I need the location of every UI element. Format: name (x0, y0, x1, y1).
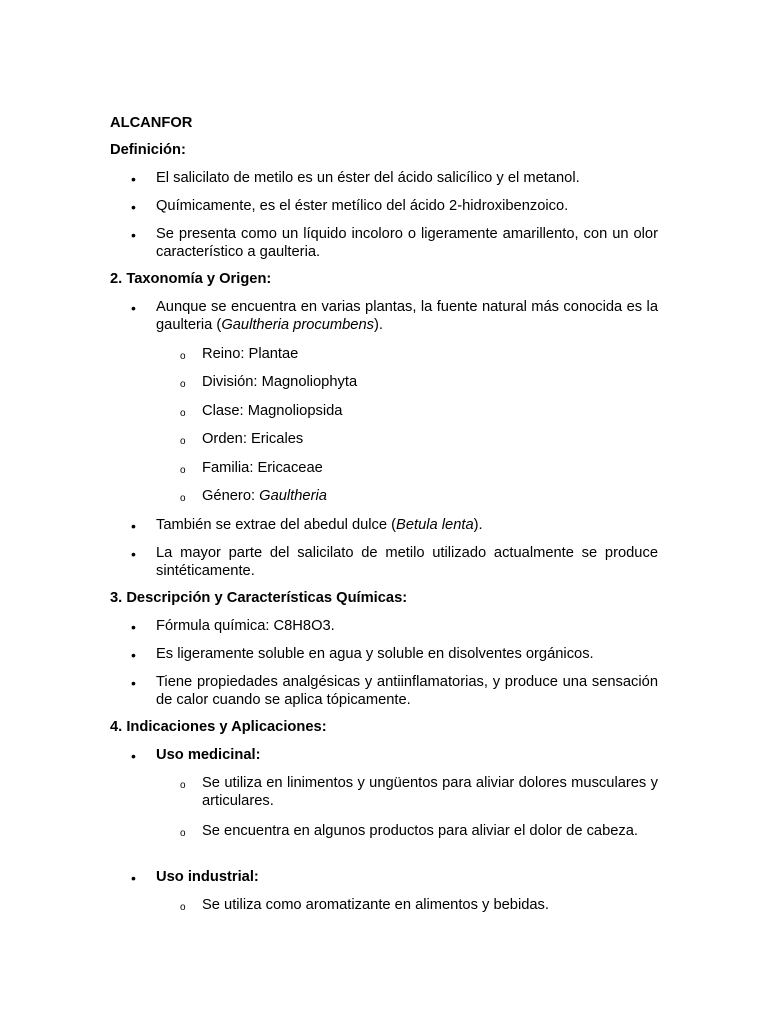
list-item: Químicamente, es el éster metílico del ácido 2-hidroxibenzoico. (156, 198, 569, 214)
taxonomy-item: Reino: Plantae (202, 346, 299, 362)
bullet-marker: • (131, 675, 136, 691)
section-heading-definicion: Definición: (110, 142, 186, 158)
bullet-marker: • (131, 748, 136, 764)
sub-bullet-marker: o (180, 493, 186, 504)
sub-bullet-marker: o (180, 351, 186, 362)
bullet-marker: • (131, 518, 136, 534)
taxonomy-item: Clase: Magnoliopsida (202, 403, 343, 419)
bullet-marker: • (131, 546, 136, 562)
list-item: Es ligeramente soluble en agua y soluble en disolventes orgánicos. (156, 646, 594, 662)
section-heading-indicaciones: 4. Indicaciones y Aplicaciones: (110, 719, 327, 735)
sub-bullet-marker: o (180, 828, 186, 839)
list-item: Fórmula química: C8H8O3. (156, 618, 335, 634)
bullet-marker: • (131, 619, 136, 635)
list-item: Se encuentra en algunos productos para aliviar el dolor de cabeza. (202, 823, 639, 839)
sub-bullet-marker: o (180, 408, 186, 419)
section-heading-descripcion: 3. Descripción y Características Químicas: (110, 590, 408, 606)
bullet-marker: • (131, 300, 136, 316)
list-item: Tiene propiedades analgésicas y antiinflamatorias, y produce una sensación de calor cuando se aplica tópicamente. (156, 674, 658, 708)
taxonomy-item: Familia: Ericaceae (202, 460, 323, 476)
list-item: Se utiliza en linimentos y ungüentos para aliviar dolores musculares y articulares. (202, 775, 658, 809)
taxonomy-item: Orden: Ericales (202, 431, 304, 447)
bullet-marker: • (131, 199, 136, 215)
sub-bullet-marker: o (180, 379, 186, 390)
sub-bullet-marker: o (180, 780, 186, 791)
list-item: Se utiliza como aromatizante en alimentos y bebidas. (202, 897, 549, 913)
sub-bullet-marker: o (180, 465, 186, 476)
list-item: El salicilato de metilo es un éster del ácido salicílico y el metanol. (156, 170, 580, 186)
bullet-marker: • (131, 647, 136, 663)
list-item: También se extrae del abedul dulce (Betula lenta). (156, 517, 483, 533)
sub-bullet-marker: o (180, 436, 186, 447)
list-item: Se presenta como un líquido incoloro o ligeramente amarillento, con un olor característico a gaulteria. (156, 226, 658, 260)
bullet-marker: • (131, 171, 136, 187)
list-item: La mayor parte del salicilato de metilo utilizado actualmente se produce sintéticamente. (156, 545, 658, 579)
sub-bullet-marker: o (180, 902, 186, 913)
subsection-label-medicinal: Uso medicinal: (156, 747, 261, 763)
bullet-marker: • (131, 870, 136, 886)
taxonomy-item: Género: Gaultheria (202, 488, 327, 504)
section-heading-taxonomia: 2. Taxonomía y Origen: (110, 271, 272, 287)
list-item: Aunque se encuentra en varias plantas, la fuente natural más conocida es la gaulteria (Gaultheria procumbens). (156, 299, 658, 333)
bullet-marker: • (131, 227, 136, 243)
taxonomy-item: División: Magnoliophyta (202, 374, 358, 390)
document-title: ALCANFOR (110, 115, 193, 131)
subsection-label-industrial: Uso industrial: (156, 869, 259, 885)
